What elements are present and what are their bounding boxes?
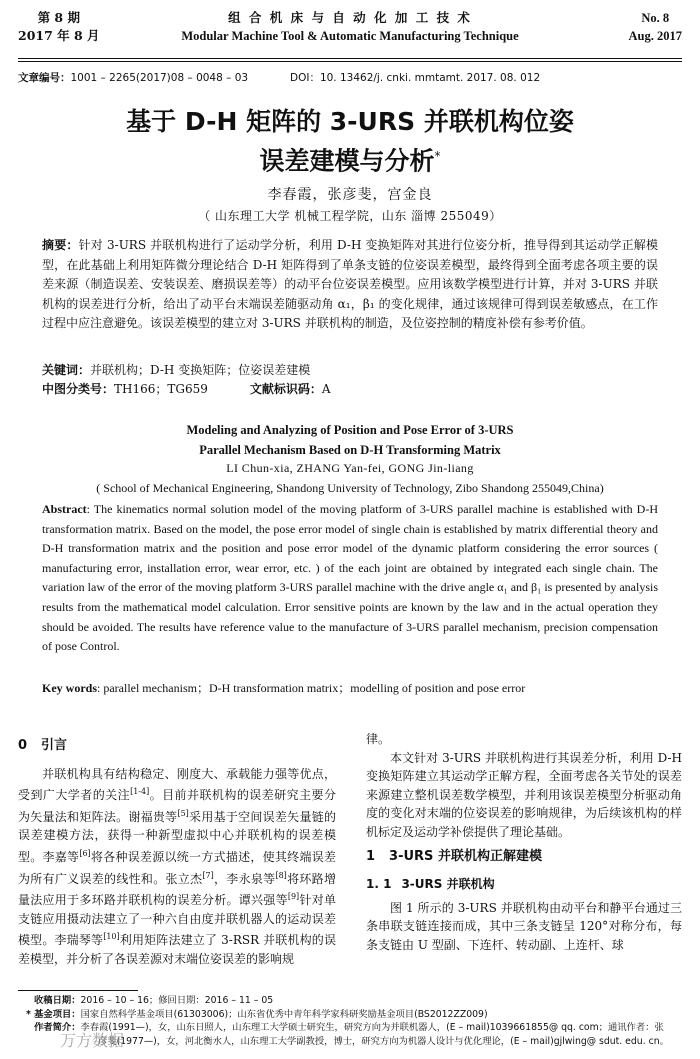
intro-text: 。目前并联机构的误差研究主要分为矢量法和矩阵法。谢福贵等 [18,788,336,824]
footnotes [26,994,682,1048]
citation: [8] [275,870,287,880]
authors-en: LI Chun-xia, ZHANG Yan-fei, GONG Jin-liang [226,461,474,475]
paper-title [0,104,700,178]
journal-title-cn: 组 合 机 床 与 自 动 化 加 工 技 术 [228,10,472,25]
classification-label: 中图分类号： [42,382,115,396]
doc-code-label: 文献标识码： [249,382,322,396]
fund-text: 国家自然科学基金项目(61303006)；山东省优秀中青年科学家科研奖励基金项目(BS2012ZZ009) [80,1008,488,1020]
classification-code: TH166；TG659 [114,382,208,396]
intro-text: 采用基于空间误差矢量链的误差建模方法，获得一种新型虚拟中心并联机构的误差模型。李嘉等 [18,809,336,864]
intro-paragraph-1 [18,765,336,969]
abstract-en [42,500,658,657]
abstract-cn-label: 摘要： [42,238,79,252]
title-line-2-text: 误差建模与分析 [259,146,435,176]
section-0-number: 0 [18,738,28,753]
authors: 李春霞，张彦斐，宫金良 [267,187,433,203]
citation: [7] [202,870,214,880]
citation: [1-4] [130,787,150,797]
header-right [629,9,682,45]
header-rule [18,58,682,59]
subsection-1-1-heading [366,875,682,894]
title-en-line-2: Parallel Mechanism Based on D-H Transforming Matrix [199,443,501,457]
title-footnote-mark: * [434,149,441,163]
section-1-heading [366,848,682,867]
section-1-title: 3-URS 并联机构正解建模 [389,848,542,864]
keywords-en-label: Key words [42,681,97,695]
section-0-heading [18,737,336,756]
abstract-en-text: : The kinematics normal solution model of the moving platform of 3-URS parallel machine is established with D-H transformation matrix. Based on the model, the pose error model of single chain is established by matrix differential theory and D-H transformation matrix and the position and pose error model of the dynamic platform considering the error sources ( manufacturing error, installation error, wear error, etc. ) of the each joint are obtained by integrated each single chain. The variation law of the error of the moving platform 3-URS parallel machine with the drive angle α₁ and β₁ is presented by analysis results from the mathematical model calculation. Error sensitive points are known by the law and in the actual operation they should be avoided. The results have reference value to the manufacture of 3-URS parallel mechanism, precision compensation of pose Control. [42,502,658,654]
title-en-line-1: Modeling and Analyzing of Position and Pose Error of 3-URS [186,423,514,437]
footnote-rule [18,990,138,991]
author-note-line-2: 彦斐(1977—)，女，河北衡水人，山东理工大学副教授，博士，研究方向为机器人设计与优化理论，(E – mail)gjlwing@ sdut. edu. cn。 [98,1035,669,1047]
received-text: 2016 – 10 – 16；修回日期：2016 – 11 – 05 [80,995,274,1006]
subsection-1-1-title: 3-URS 并联机构 [401,877,495,892]
intro-text: 并联机构具有结构稳定、刚度大、承载能力强等优点，受到广大学者的关注 [18,766,336,803]
affiliation: （ 山东理工大学 机械工程学院，山东 淄博 255049） [198,209,502,223]
article-no: 1001 – 2265(2017)08 – 0048 – 03 [70,72,249,84]
intro-text: 利用矩阵法建立了 3-RSR 并联机构的误差模型，并分析了各误差源对末端位姿误差的影响规 [18,933,336,966]
section-0-title: 引言 [41,738,68,753]
section-1-paragraph: 图 1 所示的 3-URS 并联机构由动平台和静平台通过三条串联支链连接而成，其中三条支链呈 120°对称分布，每条支链由 U 型副、下连杆、转动副、上连杆、球 [366,900,682,952]
title-line-1: 基于 D-H 矩阵的 3-URS 并联机构位姿 [126,107,574,136]
column-right [366,730,682,955]
section-1-number: 1 [366,848,376,864]
issue-en: No. 8 [641,11,670,25]
intro-text: 将各种误差源以统一方式描述，使其终端误差为所有广义误差的线性和。张立杰 [18,849,336,886]
keywords-en [42,679,658,696]
intro-text: 将环路增量法应用于多环路并联机构的误差分析。谭兴强等 [18,871,336,908]
classification [42,380,658,399]
header-center [0,9,700,45]
article-no-label: 文章编号： [18,72,71,84]
received-label: 收稿日期： [34,995,81,1006]
column-left [18,732,336,969]
fund-note [26,1008,682,1022]
author-note [34,1021,682,1035]
title-line-2 [0,139,700,178]
header-rule-thin [18,61,682,62]
keywords-cn [42,361,658,380]
keywords-cn-label: 关键词： [42,363,91,377]
watermark: 万方数据 [60,1031,125,1050]
journal-title-en: Modular Machine Tool & Automatic Manufacturing Technique [181,29,519,43]
date-en: Aug. 2017 [628,29,682,43]
subsection-1-1-number: 1. 1 [366,877,392,892]
doi: DOI：10. 13462/j. cnki. mmtamt. 2017. 08. 012 [290,72,541,84]
citation: [5] [177,808,189,818]
abstract-en-label: Abstract [42,502,87,516]
abstract-cn [42,236,658,334]
keywords-cn-text: 并联机构；D-H 变换矩阵；位姿误差建模 [90,363,311,377]
fund-label: * 基金项目： [26,1008,81,1020]
abstract-cn-text: 针对 3-URS 并联机构进行了运动学分析，利用 D-H 变换矩阵对其进行位姿分析，推导得到其运动学正解模型，在此基础上利用矩阵微分理论结合 D-H 矩阵得到了单条支链的位姿误差模型，最终得到全面考虑各项主要的误差来源（制造误差、安装误差、磨损误差等）的动平台位姿误差模型。应用该数学模型进行计算，并对 3-URS 并联机构的误差进行分析，给出了动平台末端误差随驱动角 α₁，β₁ 的变化规律，通过该规律可得到误差敏感点，在工作过程中应注意避免。该误差模型的建立对 3-URS 并联机构的制造，及位姿控制的精度补偿有参考价值。 [42,238,658,330]
article-meta [18,70,682,85]
citation: [6] [79,848,91,858]
date-cn: 2017 年 8 月 [18,28,100,43]
citation: [9] [287,892,300,902]
affiliation-en: ( School of Mechanical Engineering, Shandong University of Technology, Zibo Shandong 255049,China) [96,481,604,495]
intro-paragraph-2: 本文针对 3-URS 并联机构进行其误差分析，利用 D-H 变换矩阵建立其运动学正解方程，全面考虑各关节处的误差来源建立整机误差数学模型，并利用该误差模型分析驱动角度的变化对末端的位姿误差的影响规律，为后续该机构的样机标定及运动学补偿提供了理论基础。 [366,750,682,839]
keywords-en-text: : parallel mechanism；D-H transformation matrix；modelling of position and pose error [97,681,526,695]
received-date [34,994,682,1008]
doc-code: A [321,382,331,396]
author-note-label: 作者简介： [34,1022,81,1033]
intro-text: 针对单支链应用摄动法建立了一种六自由度并联机器人的运动误差模型。李瑞琴等 [18,893,336,948]
title-en [0,420,700,460]
intro-continuation: 律。 [366,732,391,746]
author-note-text-1: 李春霞(1991—)，女，山东日照人，山东理工大学硕士研究生，研究方向为并联机器人，(E – mail)1039661855@ qq. com；通讯作者：张 [80,1022,664,1033]
issue-cn: 第 8 期 [37,10,80,25]
intro-text: ，李永泉等 [213,871,276,886]
citation: [10] [103,932,120,942]
